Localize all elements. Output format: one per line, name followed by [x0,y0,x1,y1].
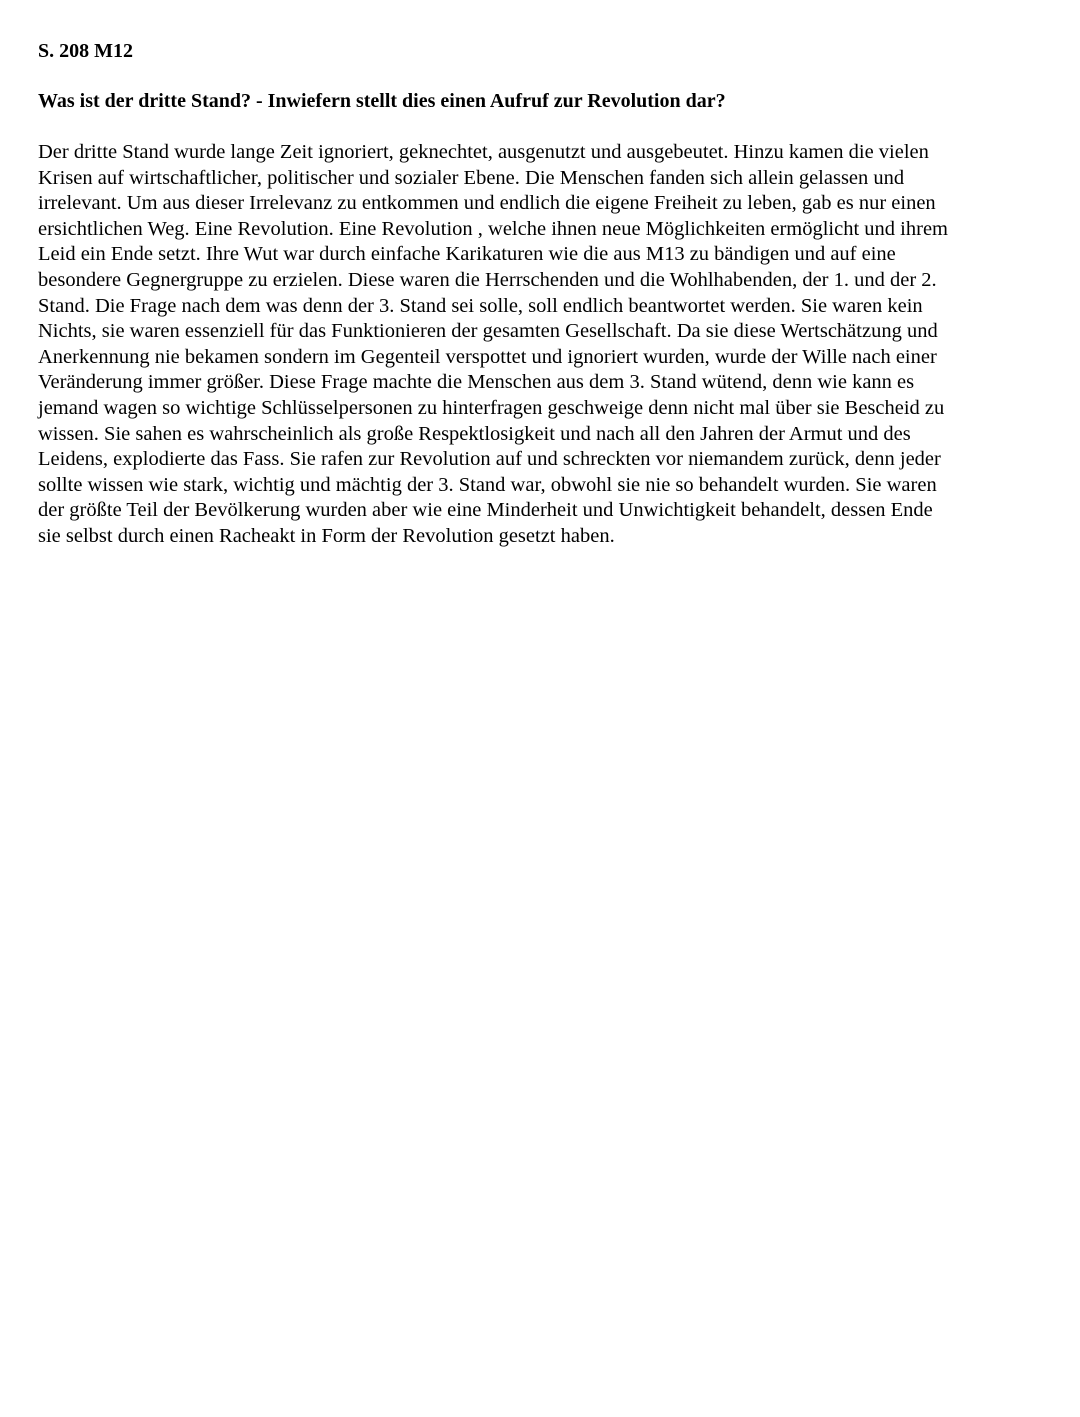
answer-line: wissen. Sie sahen es wahrscheinlich als große Respektlosigkeit und nach all den Jahren der Armut und des [38,422,911,445]
answer-line: irrelevant. Um aus dieser Irrelevanz zu entkommen und endlich die eigene Freiheit zu leben, gab es nur einen [38,192,936,215]
answer-line: jemand wagen so wichtige Schlüsselpersonen zu hinterfragen geschweige denn nicht mal über sie Bescheid zu [38,396,945,419]
answer-line: besondere Gegnergruppe zu erzielen. Diese waren die Herrschenden und die Wohlhabenden, der 1. und der 2. [38,268,937,291]
answer-line: sie selbst durch einen Racheakt in Form der Revolution gesetzt haben. [38,524,615,547]
answer-line: sollte wissen wie stark, wichtig und mächtig der 3. Stand war, obwohl sie nie so behandelt wurden. Sie waren [38,473,937,496]
page-reference: S. 208 M12 [38,40,133,62]
question-heading: Was ist der dritte Stand? - Inwiefern stellt dies einen Aufruf zur Revolution dar? [38,90,726,112]
answer-line: Stand. Die Frage nach dem was denn der 3. Stand sei solle, soll endlich beantwortet werden. Sie waren kein [38,294,923,317]
answer-line: Leidens, explodierte das Fass. Sie rafen zur Revolution auf und schreckten vor niemandem zurück, denn jeder [38,448,941,471]
answer-line: Veränderung immer größer. Diese Frage machte die Menschen aus dem 3. Stand wütend, denn wie kann es [38,371,915,394]
answer-line: ersichtlichen Weg. Eine Revolution. Eine Revolution , welche ihnen neue Möglichkeiten ermöglicht und ihrem [38,217,948,240]
answer-line: der größte Teil der Bevölkerung wurden aber wie eine Minderheit und Unwichtigkeit behandelt, dessen Ende [38,499,933,522]
answer-line: Krisen auf wirtschaftlicher, politischer und sozialer Ebene. Die Menschen fanden sich allein gelassen und [38,166,905,189]
answer-line: Anerkennung nie bekamen sondern im Gegenteil verspottet und ignoriert wurden, wurde der Wille nach einer [38,345,937,368]
answer-paragraph [38,140,1048,550]
answer-line: Der dritte Stand wurde lange Zeit ignoriert, geknechtet, ausgenutzt und ausgebeutet. Hinzu kamen die vielen [38,141,929,163]
answer-line: Nichts, sie waren essenziell für das Funktionieren der gesamten Gesellschaft. Da sie diese Wertschätzung und [38,320,938,343]
answer-line: Leid ein Ende setzt. Ihre Wut war durch einfache Karikaturen wie die aus M13 zu bändigen und auf eine [38,243,896,266]
